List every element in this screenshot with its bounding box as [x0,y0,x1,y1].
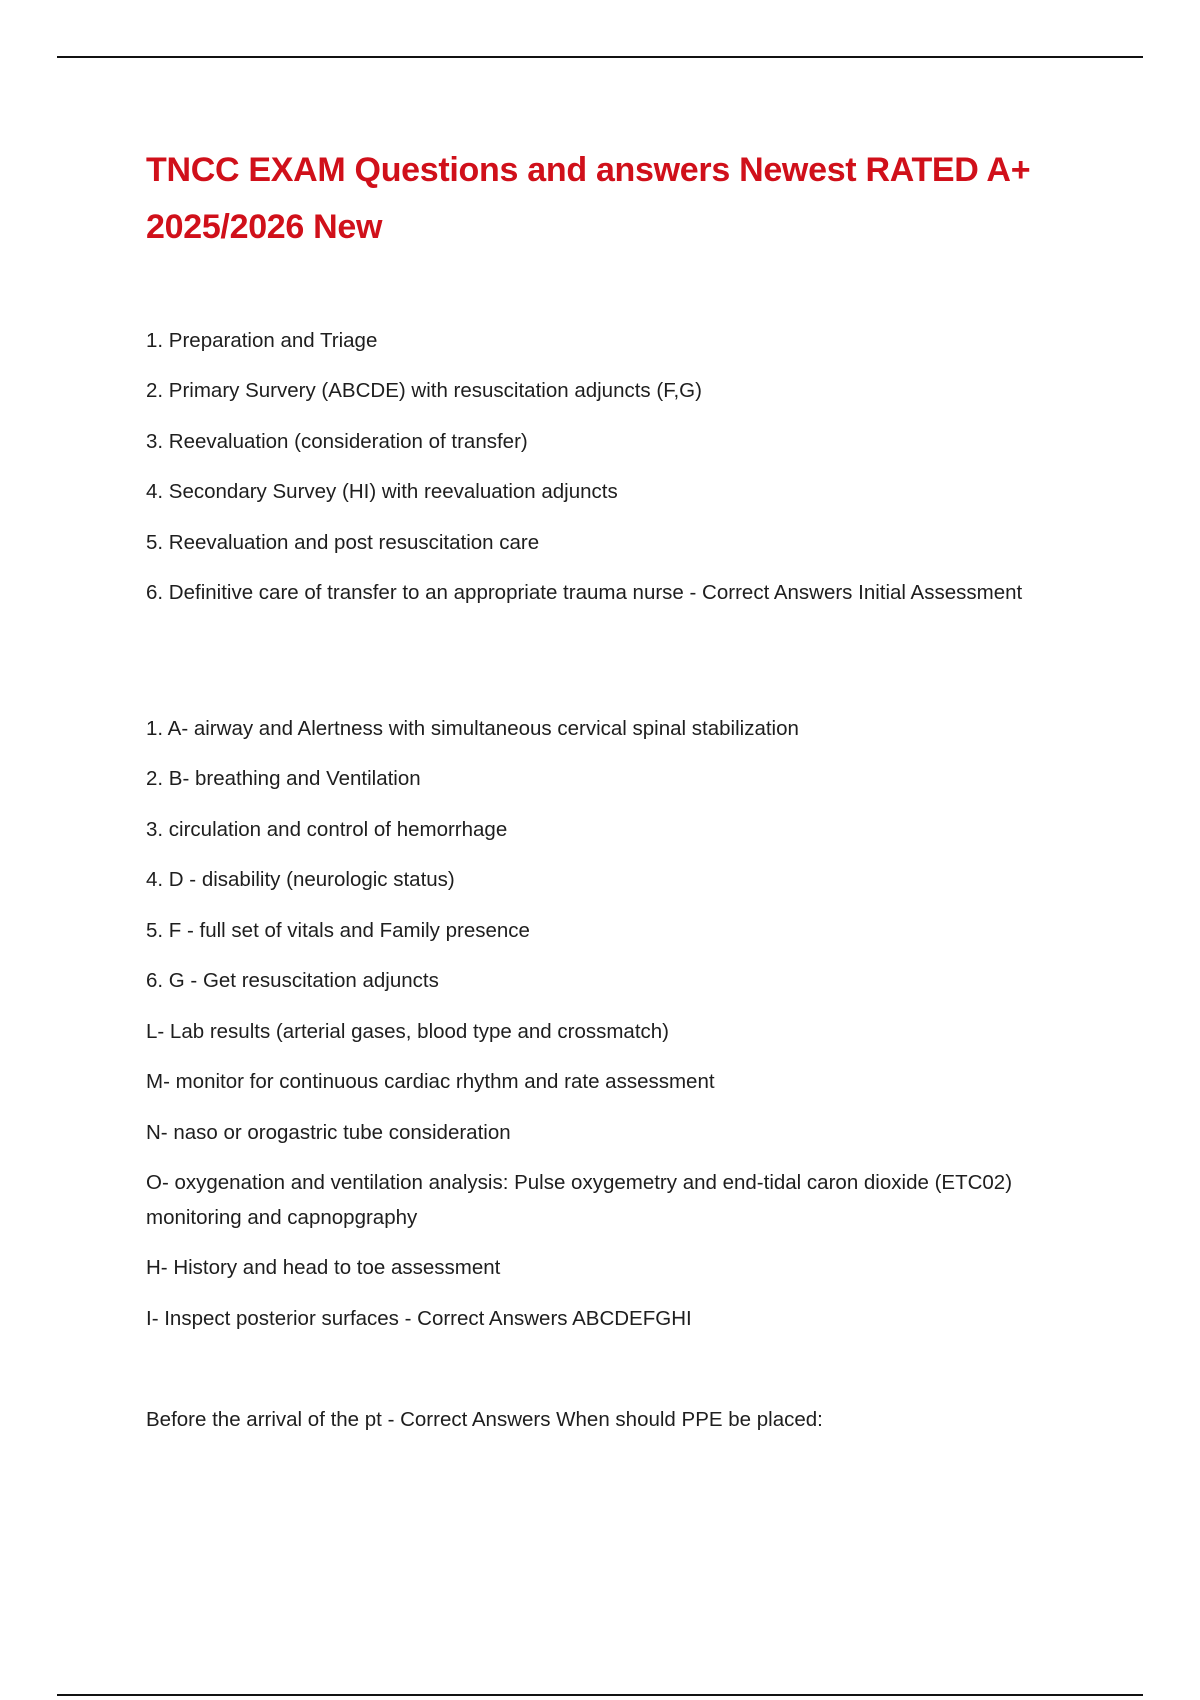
list-item: 3. Reevaluation (consideration of transfer) [146,430,528,453]
list-item: L- Lab results (arterial gases, blood type and crossmatch) [146,1020,670,1043]
list-item: 6. Definitive care of transfer to an appropriate trauma nurse - Correct Answers Initial Assessment [146,581,1023,604]
list-item: 1. A- airway and Alertness with simultaneous cervical spinal stabilization [146,717,799,740]
list-item: 2. B- breathing and Ventilation [146,767,421,790]
list-item: N- naso or orogastric tube consideration [146,1121,511,1144]
list-item: 5. F - full set of vitals and Family presence [146,919,530,942]
list-item: H- History and head to toe assessment [146,1256,501,1279]
list-item: 1. Preparation and Triage [146,329,378,352]
list-item: 5. Reevaluation and post resuscitation care [146,531,540,554]
list-item: M- monitor for continuous cardiac rhythm and rate assessment [146,1070,715,1093]
list-item: Before the arrival of the pt - Correct Answers When should PPE be placed: [146,1408,823,1431]
header-rule [57,56,1143,58]
list-item: 2. Primary Survery (ABCDE) with resuscitation adjuncts (F,G) [146,379,702,402]
list-item: O- oxygenation and ventilation analysis: Pulse oxygemetry and end-tidal caron dioxide (ETC02) monitoring and capnopgraphy [146,1171,1013,1229]
document-title: TNCC EXAM Questions and answers Newest RATED A+ 2025/2026 New [146,151,1031,246]
list-item: 3. circulation and control of hemorrhage [146,818,508,841]
list-item: 4. Secondary Survey (HI) with reevaluation adjuncts [146,480,618,503]
list-item: 4. D - disability (neurologic status) [146,868,455,891]
footer-rule [57,1694,1143,1696]
list-item: I- Inspect posterior surfaces - Correct Answers ABCDEFGHI [146,1307,692,1330]
list-item: 6. G - Get resuscitation adjuncts [146,969,439,992]
